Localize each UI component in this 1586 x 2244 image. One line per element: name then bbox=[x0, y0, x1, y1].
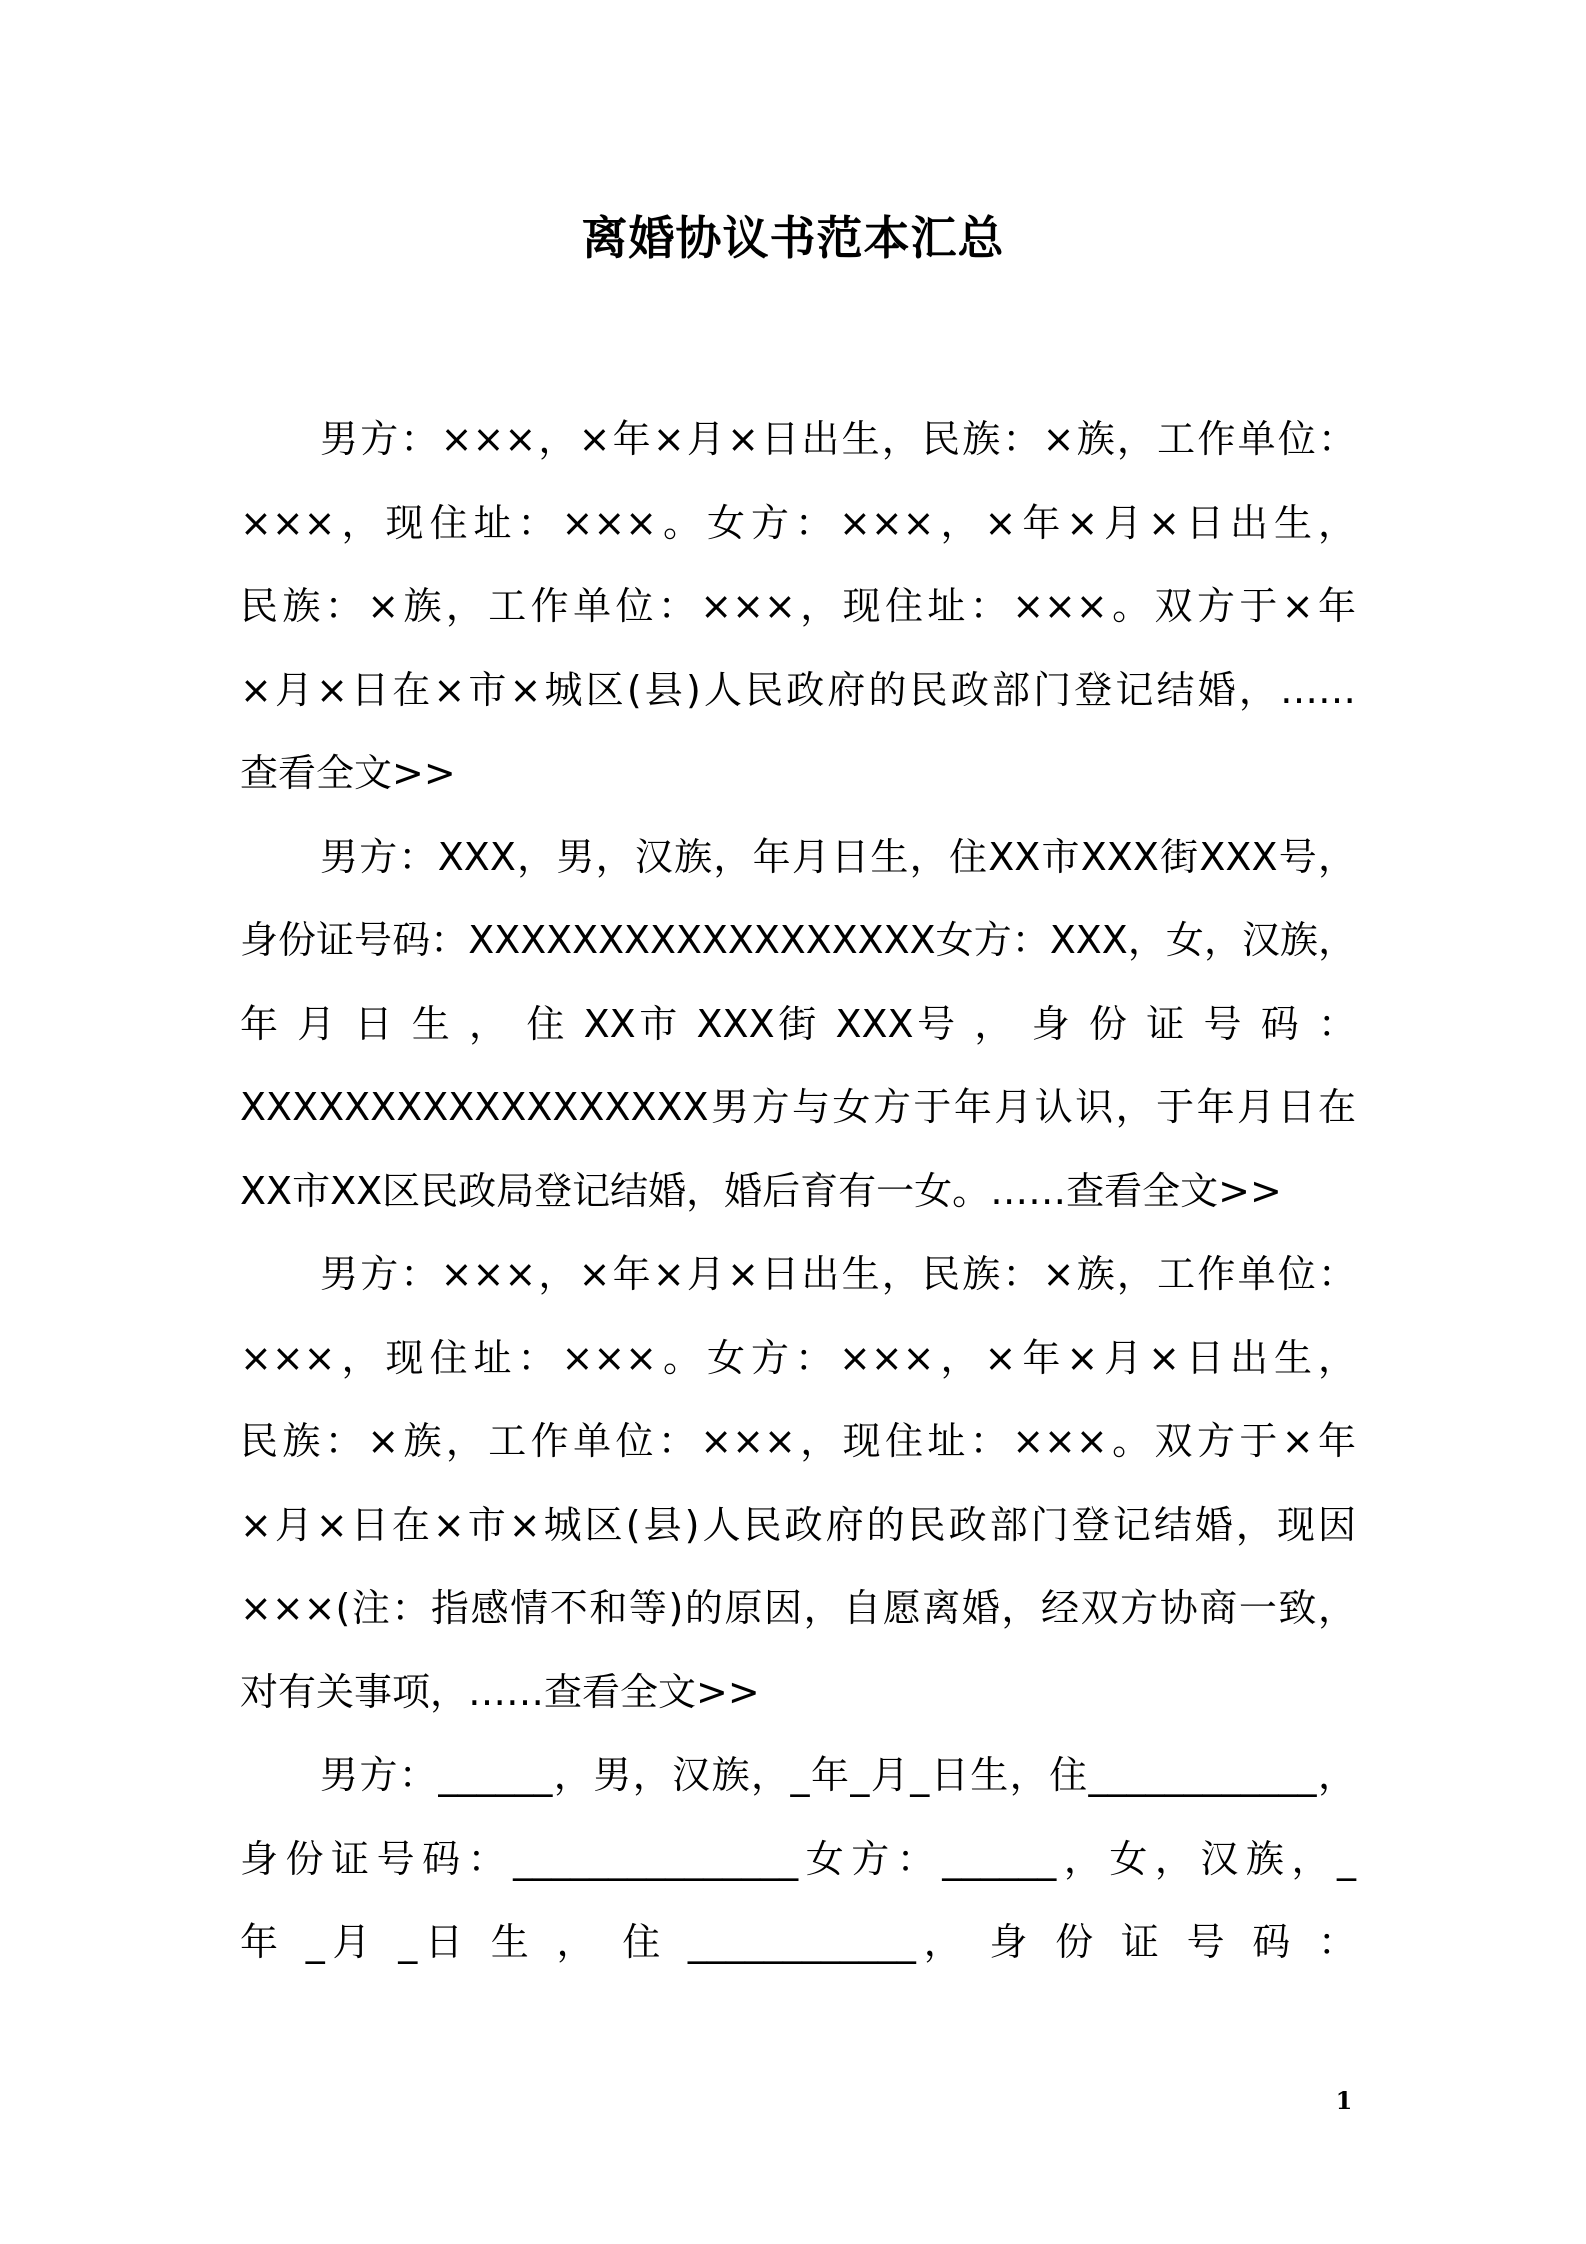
document-body bbox=[240, 398, 1356, 1985]
text-line: ×××，现住址：×××。女方：×××，×年×月×日出生， bbox=[240, 1335, 1356, 1380]
text-line: 年 月 日 生 ， 住 XX市 XXX街 XXX号 ， 身 份 证 号 码 ： bbox=[240, 1001, 1356, 1046]
document-title: 离婚协议书范本汇总 bbox=[581, 211, 1005, 265]
text-line: 身份证号码：XXXXXXXXXXXXXXXXXX女方：XXX，女，汉族， bbox=[240, 918, 1356, 962]
text-line: ×××(注：指感情不和等)的原因，自愿离婚，经双方协商一致， bbox=[240, 1586, 1356, 1630]
text-line: 身份证号码：_______________女方：______，女，汉族，_ bbox=[240, 1836, 1356, 1881]
text-line: 男方：×××，×年×月×日出生，民族：×族，工作单位： bbox=[320, 1252, 1356, 1296]
text-line: ×月×日在×市×城区(县)人民政府的民政部门登记结婚，…… bbox=[240, 667, 1356, 712]
text-line: ×××，现住址：×××。女方：×××，×年×月×日出生， bbox=[240, 500, 1356, 545]
text-line: XXXXXXXXXXXXXXXXXX男方与女方于年月认识，于年月日在 bbox=[240, 1085, 1356, 1129]
text-line-with-read-more[interactable]: 对有关事项，……查看全文>> bbox=[240, 1669, 760, 1714]
text-line: 民族：×族，工作单位：×××，现住址：×××。双方于×年 bbox=[240, 1419, 1356, 1463]
text-line-with-read-more[interactable]: XX市XX区民政局登记结婚，婚后育有一女。……查看全文>> bbox=[240, 1168, 1282, 1213]
text-line: 民族：×族，工作单位：×××，现住址：×××。双方于×年 bbox=[240, 584, 1356, 628]
read-more-link[interactable]: 查看全文>> bbox=[240, 751, 456, 795]
text-line: 男方：XXX，男，汉族，年月日生，住XX市XXX街XXX号， bbox=[320, 834, 1356, 879]
page-number: 1 bbox=[1335, 2086, 1353, 2115]
text-line: 男方：×××，×年×月×日出生，民族：×族，工作单位： bbox=[320, 417, 1356, 461]
text-line: 男方：______，男，汉族，_年_月_日生，住____________， bbox=[320, 1753, 1356, 1797]
text-line: 年 _月 _日 生 ， 住 ____________， 身 份 证 号 码 ： bbox=[240, 1920, 1356, 1964]
text-line: ×月×日在×市×城区(县)人民政府的民政部门登记结婚，现因 bbox=[240, 1502, 1356, 1547]
